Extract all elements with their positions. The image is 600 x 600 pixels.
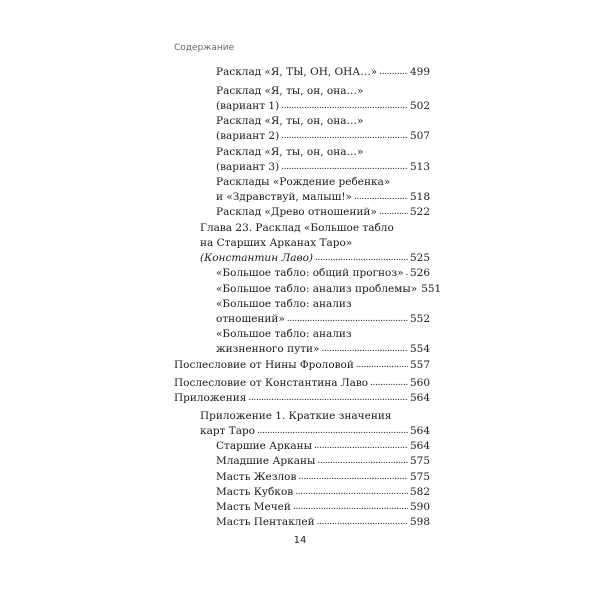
toc-entry-title: Послесловие от Константина Лаво: [174, 377, 369, 389]
toc-entry-title: Расклад «Я, ты, он, она…»: [216, 85, 364, 97]
toc-entry: [216, 513, 430, 531]
toc-entry-title: Младшие Арканы: [216, 455, 316, 467]
dot-leader: [317, 512, 408, 531]
toc-entry-title: «Большое табло: общий прогноз»: [216, 267, 404, 279]
dot-leader: [356, 355, 408, 374]
toc-entry-title: «Большое табло: анализ проблемы»: [216, 283, 418, 295]
toc-entry-title: Масть Кубков: [216, 486, 294, 498]
toc-entry-title: на Старших Арканах Таро»: [200, 237, 353, 249]
toc-entry-title: Расклад «Я, ты, он, она…»: [216, 115, 364, 127]
dot-leader: [379, 62, 408, 81]
toc-entry-title: жизненного пути»: [216, 343, 320, 355]
page-number: 14: [293, 535, 307, 546]
running-header: Содержание: [174, 43, 235, 53]
toc-entry-title: карт Таро: [200, 425, 255, 437]
toc-entry-page: 564: [409, 425, 430, 437]
toc-entry: [216, 63, 430, 81]
toc-entry-title: Расклад «Я, ТЫ, ОН, ОНА…»: [216, 66, 378, 78]
toc-entry-title: (Константин Лаво): [200, 252, 313, 264]
toc-entry-page: 502: [409, 100, 430, 112]
toc-entry-page: 564: [409, 440, 430, 452]
toc-entry-page: 507: [409, 130, 430, 142]
toc-entry-title: Послесловие от Нины Фроловой: [174, 359, 354, 371]
toc-entry-title: (вариант 2): [216, 130, 280, 142]
toc-entry-page: 560: [409, 377, 430, 389]
toc-entry-title: (вариант 1): [216, 100, 280, 112]
toc-entry-page: 575: [409, 471, 430, 483]
toc-entry-title: «Большое табло: анализ: [216, 328, 352, 340]
toc-entry-page: 590: [409, 501, 430, 513]
toc-entry-title: Расклад «Я, ты, он, она…»: [216, 146, 364, 158]
toc-entry-title: Расклад «Древо отношений»: [216, 206, 377, 218]
toc-entry-page: 526: [409, 267, 430, 279]
toc-entry-page: 564: [409, 392, 430, 404]
toc-entry-title: Приложения: [174, 392, 247, 404]
toc-entry-page: 552: [409, 313, 430, 325]
toc-entry-page: 551: [421, 283, 442, 295]
toc-entry-page: 525: [409, 252, 430, 264]
toc-entry-page: 554: [409, 343, 430, 355]
toc-entry: [174, 356, 430, 374]
toc-entry-page: 518: [409, 191, 430, 203]
toc-entry-title: Глава 23. Расклад «Большое табло: [200, 222, 394, 234]
toc-entry-page: 499: [409, 66, 430, 78]
toc-entry-title: Масть Мечей: [216, 501, 291, 513]
toc-entry-title: Масть Пентаклей: [216, 516, 315, 528]
toc-entry-title: Приложение 1. Краткие значения: [200, 410, 392, 422]
toc-entry-title: Расклады «Рождение ребенка»: [216, 176, 391, 188]
toc-entry-page: 557: [409, 359, 430, 371]
dot-leader: [248, 388, 408, 407]
toc-entry: [174, 389, 430, 407]
toc-entry-page: 513: [409, 161, 430, 173]
toc-entry-title: Масть Жезлов: [216, 471, 297, 483]
toc-entry-page: 598: [409, 516, 430, 528]
toc-entry-page: 575: [409, 455, 430, 467]
toc-entry-page: 582: [409, 486, 430, 498]
toc-entry-page: 522: [409, 206, 430, 218]
toc-entry-title: (вариант 3): [216, 161, 280, 173]
toc-entry-title: Старшие Арканы: [216, 440, 312, 452]
toc-entry-title: и «Здравствуй, малыш!»: [216, 191, 352, 203]
toc-entry-title: отношений»: [216, 313, 285, 325]
toc-entry-title: «Большое табло: анализ: [216, 298, 352, 310]
